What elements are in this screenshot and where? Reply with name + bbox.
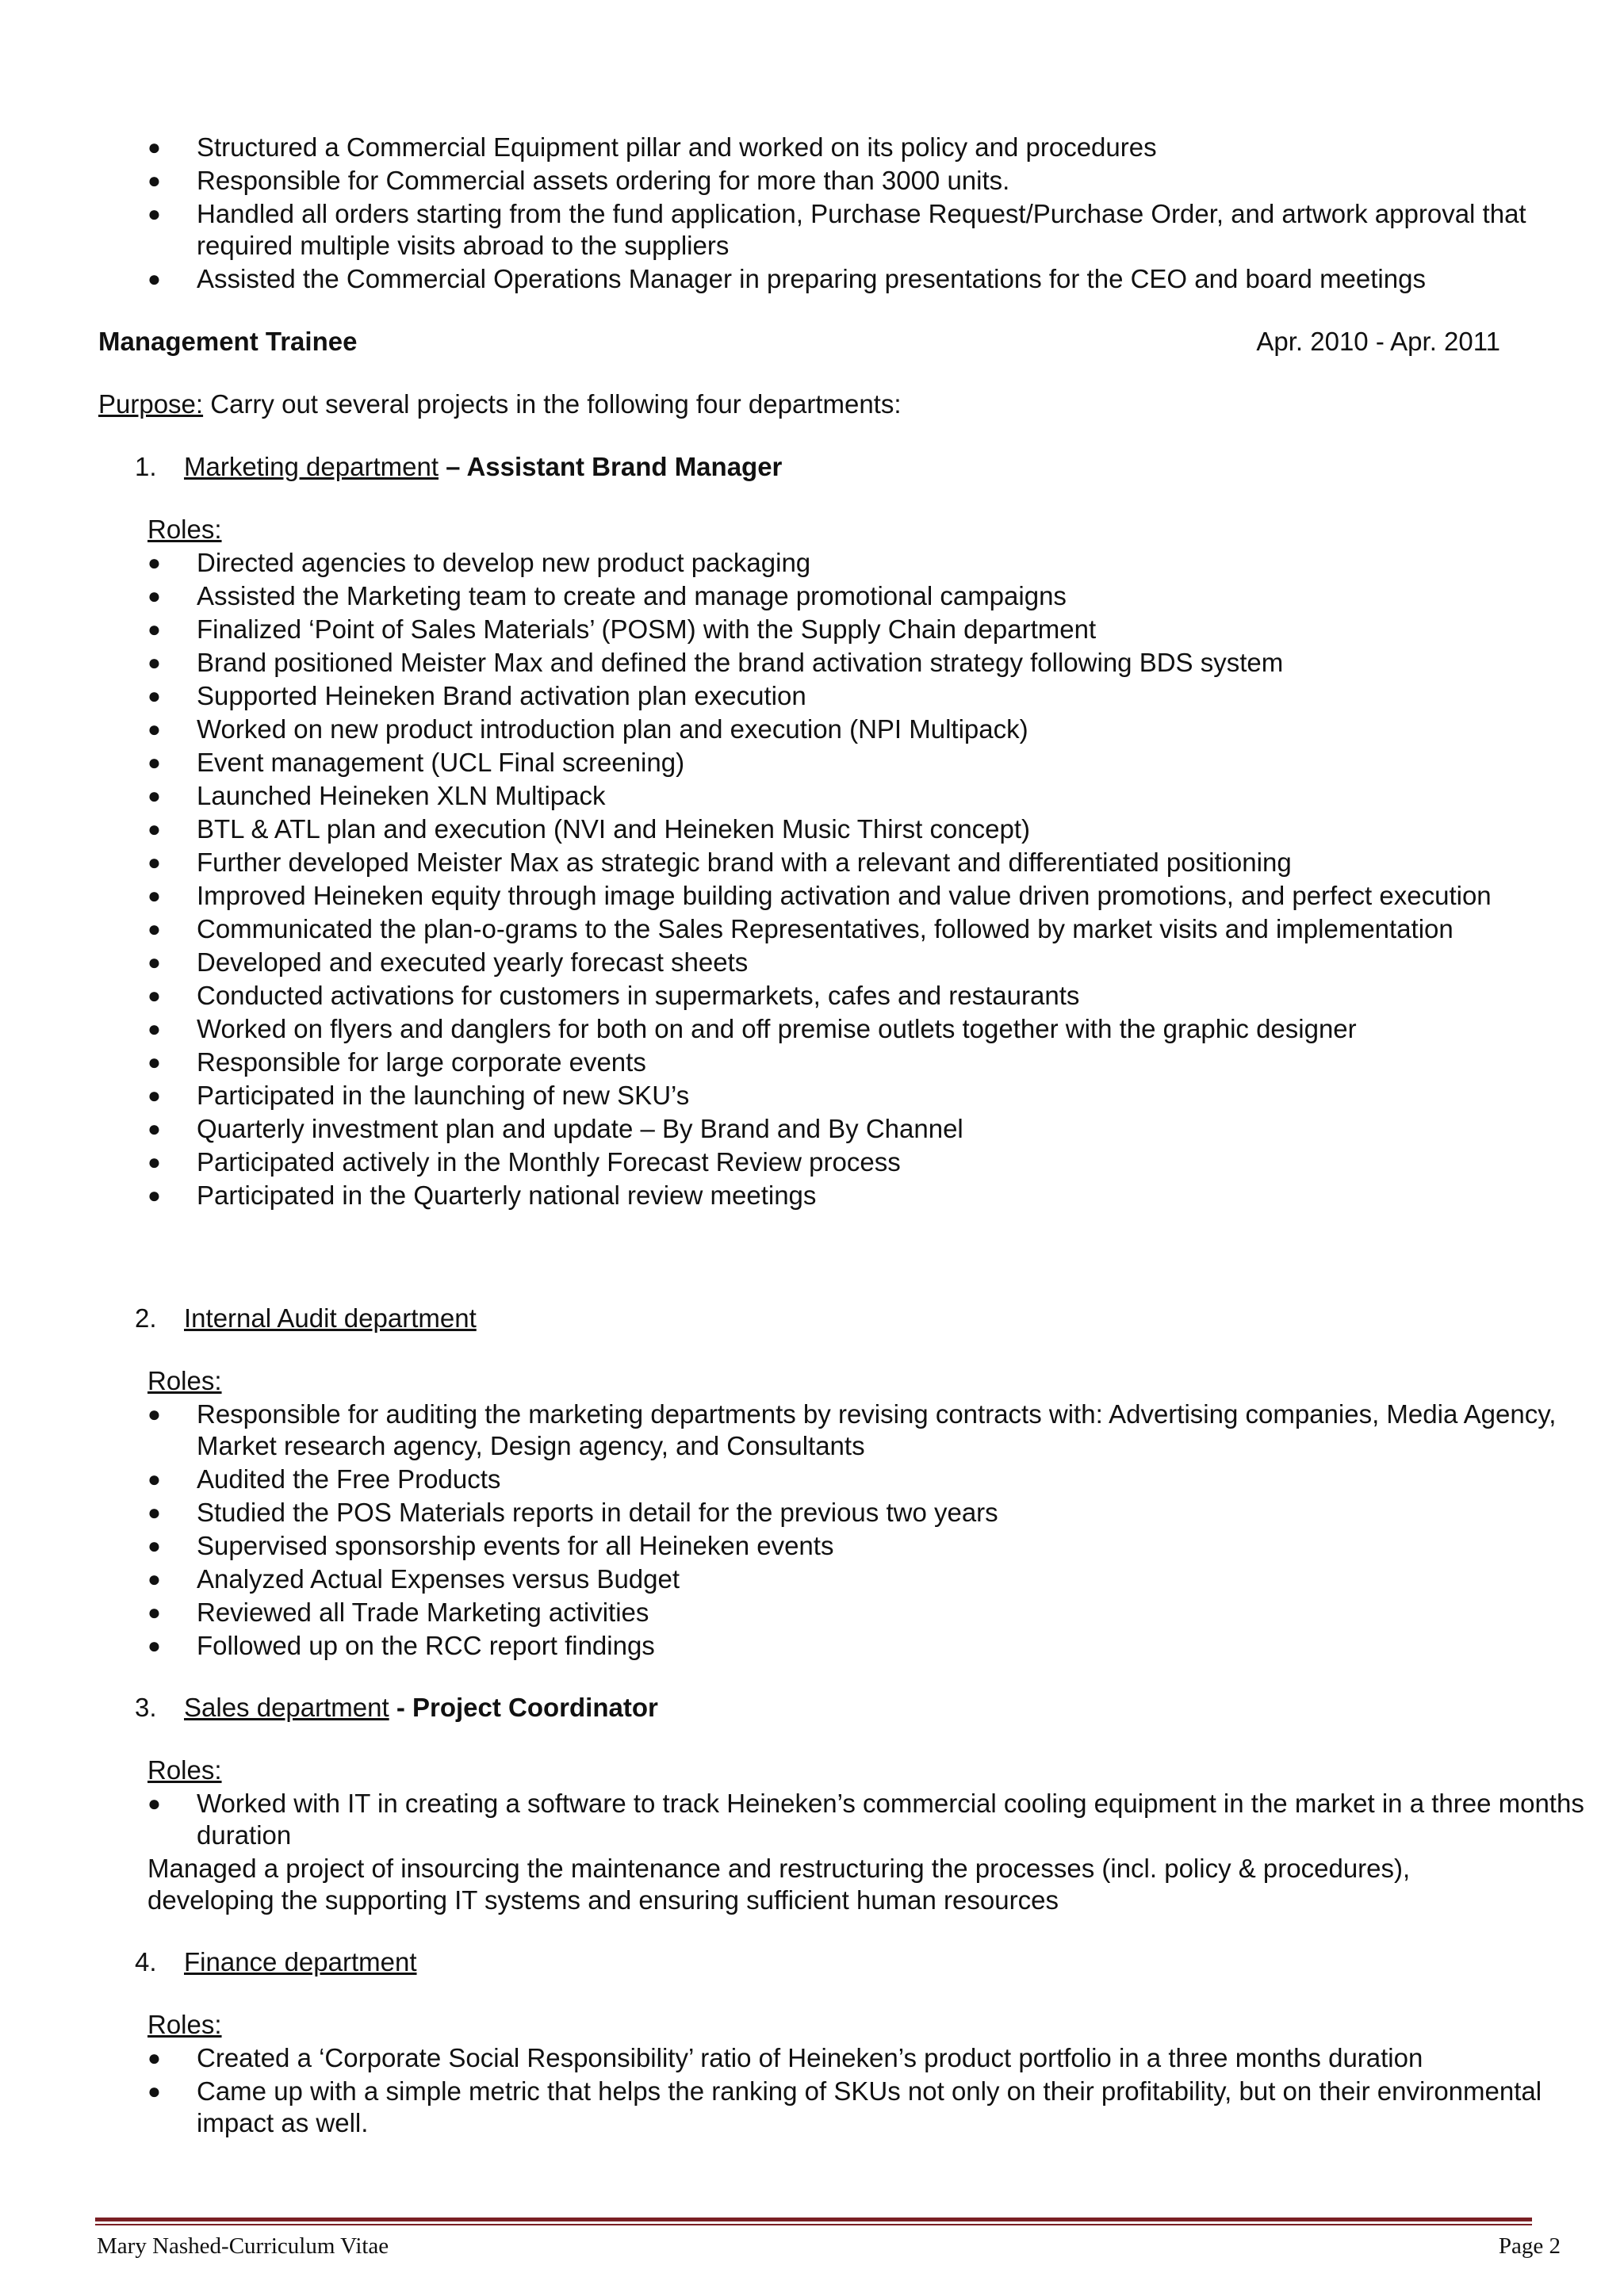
list-item: ● Supported Heineken Brand activation plan execution — [147, 681, 806, 710]
roles-label: Roles: — [147, 1366, 222, 1395]
bullet-icon: ● — [147, 2079, 161, 2103]
footer-rule-thin — [95, 2224, 1532, 2225]
bullet-icon: ● — [147, 1183, 161, 1207]
list-item: ● Improved Heineken equity through image building activation and value driven promotions, and perfect execution — [147, 881, 1492, 910]
list-item: ● Participated in the Quarterly national review meetings — [147, 1181, 817, 1210]
purpose-text: Carry out several projects in the following four departments: — [203, 389, 902, 419]
purpose-label: Purpose: — [98, 389, 204, 419]
bullet-icon: ● — [147, 850, 161, 874]
department-name: Internal Audit department — [184, 1303, 477, 1333]
department-heading-internal-audit: 2. Internal Audit department — [135, 1303, 477, 1333]
bullet-icon: ● — [147, 1402, 161, 1426]
bullet-icon: ● — [147, 783, 161, 808]
list-item: ● Followed up on the RCC report findings — [147, 1631, 655, 1660]
list-item: ● Developed and executed yearly forecast sheets — [147, 947, 749, 977]
bullet-icon: ● — [147, 683, 161, 708]
bullet-icon: ● — [147, 584, 161, 608]
list-item: ● Worked on flyers and danglers for both on and off premise outlets together with the graphic designer — [147, 1014, 1357, 1043]
bullet-icon: ● — [147, 1633, 161, 1658]
list-item: ● Assisted the Marketing team to create and manage promotional campaigns — [147, 581, 1067, 610]
list-item: ● Audited the Free Products — [147, 1464, 501, 1494]
bullet-icon: ● — [147, 1116, 161, 1141]
list-item: ● Handled all orders starting from the fund application, Purchase Request/Purchase Order, and artwork approval that required multiple visits abroad to the suppliers — [147, 199, 1526, 260]
bullet-icon: ● — [147, 950, 161, 974]
bullet-icon: ● — [147, 883, 161, 908]
bullet-icon: ● — [147, 1533, 161, 1558]
roles-label: Roles: — [147, 1755, 222, 1785]
bullet-icon: ● — [147, 266, 161, 291]
internal-audit-roles-list — [98, 1399, 1557, 1663]
list-item: ● BTL & ATL plan and execution (NVI and Heineken Music Thirst concept) — [147, 814, 1031, 844]
bullet-icon: ● — [147, 1050, 161, 1074]
list-item: ● Worked on new product introduction plan and execution (NPI Multipack) — [147, 714, 1028, 744]
job-dates: Apr. 2010 - Apr. 2011 — [1256, 327, 1500, 356]
list-item: ● Launched Heineken XLN Multipack — [147, 781, 606, 810]
job-title: Management Trainee — [98, 327, 358, 356]
bullet-icon: ● — [147, 1791, 161, 1816]
footer-rule — [95, 2218, 1532, 2221]
marketing-roles-list — [98, 547, 1526, 1213]
list-item: ● Event management (UCL Final screening) — [147, 748, 685, 777]
list-item: ● Further developed Meister Max as strategic brand with a relevant and differentiated positioning — [147, 848, 1292, 877]
bullet-icon: ● — [147, 1600, 161, 1624]
bullet-icon: ● — [147, 1500, 161, 1525]
bullet-icon: ● — [147, 1467, 161, 1491]
department-role: Assistant Brand Manager — [466, 452, 783, 481]
roles-label: Roles: — [147, 2010, 222, 2039]
list-item: ● Studied the POS Materials reports in detail for the previous two years — [147, 1498, 998, 1527]
department-role: Project Coordinator — [412, 1693, 658, 1722]
list-item: ● Responsible for Commercial assets ordering for more than 3000 units. — [147, 166, 1010, 195]
bullet-icon: ● — [147, 201, 161, 226]
bullet-icon: ● — [147, 1083, 161, 1108]
sales-paragraph: Managed a project of insourcing the maintenance and restructuring the processes (incl. policy & procedures), developing the supporting IT systems and ensuring sufficient human resources — [147, 1854, 1411, 1915]
bullet-icon: ● — [147, 983, 161, 1008]
list-item: ● Structured a Commercial Equipment pillar and worked on its policy and procedures — [147, 132, 1157, 162]
list-item: ● Came up with a simple metric that helps the ranking of SKUs not only on their profitability, but on their environmental impact as well. — [147, 2076, 1542, 2137]
list-item: ● Created a ‘Corporate Social Responsibility’ ratio of Heineken’s product portfolio in a three months duration — [147, 2043, 1423, 2072]
department-heading-finance: 4. Finance department — [135, 1947, 417, 1976]
list-item: ● Quarterly investment plan and update – By Brand and By Channel — [147, 1114, 963, 1143]
bullet-icon: ● — [147, 817, 161, 841]
list-item: ● Brand positioned Meister Max and defined the brand activation strategy following BDS system — [147, 648, 1284, 677]
sales-roles-list — [98, 1788, 1584, 1853]
purpose-line — [98, 388, 902, 420]
bullet-icon: ● — [147, 750, 161, 775]
list-item: ● Supervised sponsorship events for all Heineken events — [147, 1531, 834, 1560]
list-item: ● Participated actively in the Monthly Forecast Review process — [147, 1147, 901, 1177]
list-item: ● Communicated the plan-o-grams to the Sales Representatives, followed by market visits and implementation — [147, 914, 1454, 943]
bullet-icon: ● — [147, 550, 161, 575]
bullet-icon: ● — [147, 617, 161, 641]
list-item: ● Responsible for large corporate events — [147, 1047, 646, 1077]
list-item: ● Analyzed Actual Expenses versus Budget — [147, 1564, 680, 1594]
list-item: ● Directed agencies to develop new product packaging — [147, 548, 811, 577]
list-item: ● Finalized ‘Point of Sales Materials’ (POSM) with the Supply Chain department — [147, 614, 1097, 644]
bullet-icon: ● — [147, 2045, 161, 2070]
finance-roles-list — [98, 2042, 1542, 2141]
department-heading-marketing: 1. Marketing department – Assistant Brand Manager — [135, 452, 783, 481]
list-item: ● Worked with IT in creating a software to track Heineken’s commercial cooling equipment in the market in a three months duration — [147, 1789, 1584, 1850]
list-item: ● Reviewed all Trade Marketing activities — [147, 1598, 649, 1627]
footer-page-number: Page 2 — [1498, 2233, 1561, 2259]
bullet-icon: ● — [147, 1150, 161, 1174]
department-name: Sales department — [184, 1693, 389, 1722]
bullet-icon: ● — [147, 1567, 161, 1591]
previous-role-bullets — [98, 132, 1526, 297]
roles-label: Roles: — [147, 515, 222, 544]
footer-document-name: Mary Nashed-Curriculum Vitae — [97, 2233, 389, 2259]
bullet-icon: ● — [147, 717, 161, 741]
bullet-icon: ● — [147, 168, 161, 193]
department-name: Finance department — [184, 1947, 417, 1976]
list-item: ● Conducted activations for customers in supermarkets, cafes and restaurants — [147, 981, 1080, 1010]
list-item: ● Participated in the launching of new SKU’s — [147, 1081, 690, 1110]
list-item: ● Responsible for auditing the marketing departments by revising contracts with: Advertising companies, Media Agency, Market research agency, Design agency, and Consultants — [147, 1399, 1557, 1460]
bullet-icon: ● — [147, 135, 161, 159]
bullet-icon: ● — [147, 650, 161, 675]
department-name: Marketing department — [184, 452, 439, 481]
bullet-icon: ● — [147, 1016, 161, 1041]
department-heading-sales: 3. Sales department - Project Coordinator — [135, 1693, 658, 1722]
bullet-icon: ● — [147, 916, 161, 941]
list-item: ● Assisted the Commercial Operations Manager in preparing presentations for the CEO and board meetings — [147, 264, 1426, 293]
